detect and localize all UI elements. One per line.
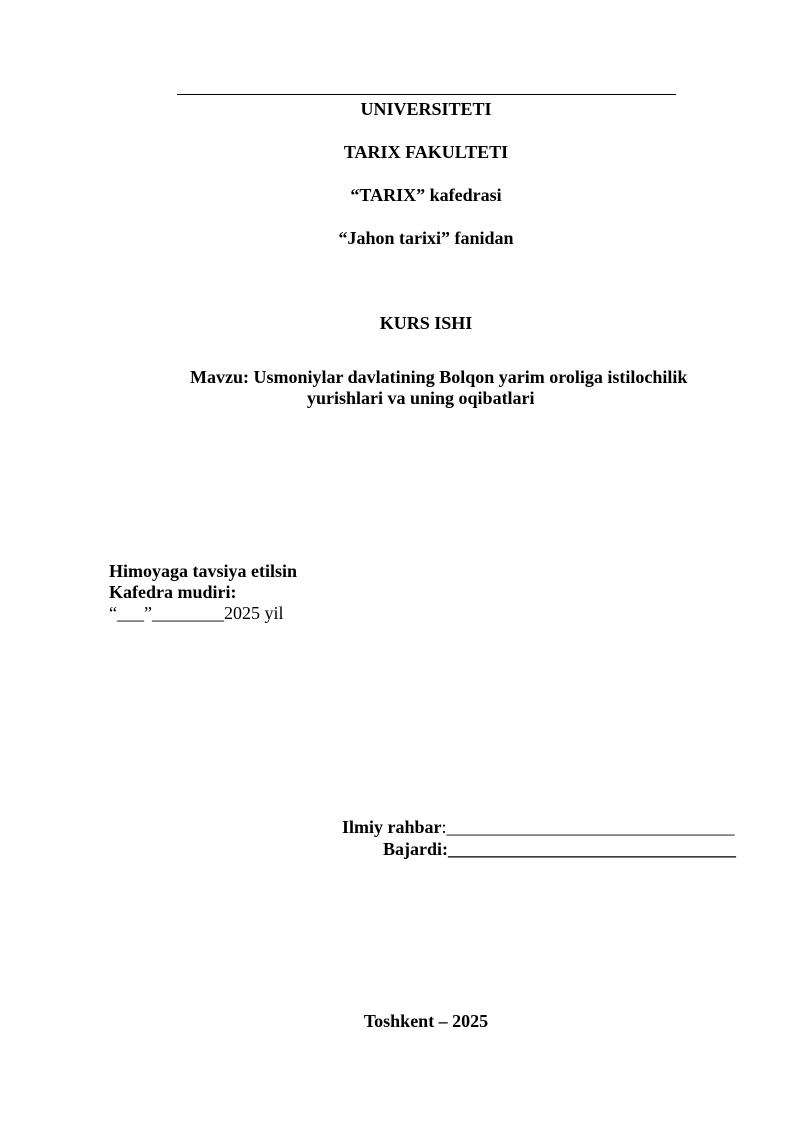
university-title: UNIVERSITETI xyxy=(360,99,492,119)
faculty-title: TARIX FAKULTETI xyxy=(343,142,509,162)
performer-signature-line xyxy=(383,839,736,860)
city-year-footer: Toshkent – 2025 xyxy=(363,1011,489,1031)
approval-recommend: Himoyaga tavsiya etilsin xyxy=(109,561,297,581)
performer-blank: ________________________________ xyxy=(448,839,736,859)
work-type-title: KURS ISHI xyxy=(379,313,473,333)
supervisor-colon: : xyxy=(441,817,447,837)
topic-line-1: Mavzu: Usmoniylar davlatining Bolqon yarim oroliga istilochilik xyxy=(190,367,688,387)
approval-block xyxy=(109,561,297,624)
performer-label: Bajardi: xyxy=(383,839,448,859)
department-title: “TARIX” kafedrasi xyxy=(350,185,502,205)
topic-line-2: yurishlari va uning oqibatlari xyxy=(307,388,535,408)
department-head-label: Kafedra mudiri: xyxy=(109,582,237,602)
top-horizontal-rule xyxy=(177,94,676,95)
supervisor-label: Ilmiy rahbar xyxy=(342,817,442,837)
supervisor-blank: ________________________________ xyxy=(446,817,735,837)
subject-title: “Jahon tarixi” fanidan xyxy=(338,228,514,248)
supervisor-signature-line xyxy=(342,817,735,838)
approval-date-line: “___”________2025 yil xyxy=(109,603,284,623)
